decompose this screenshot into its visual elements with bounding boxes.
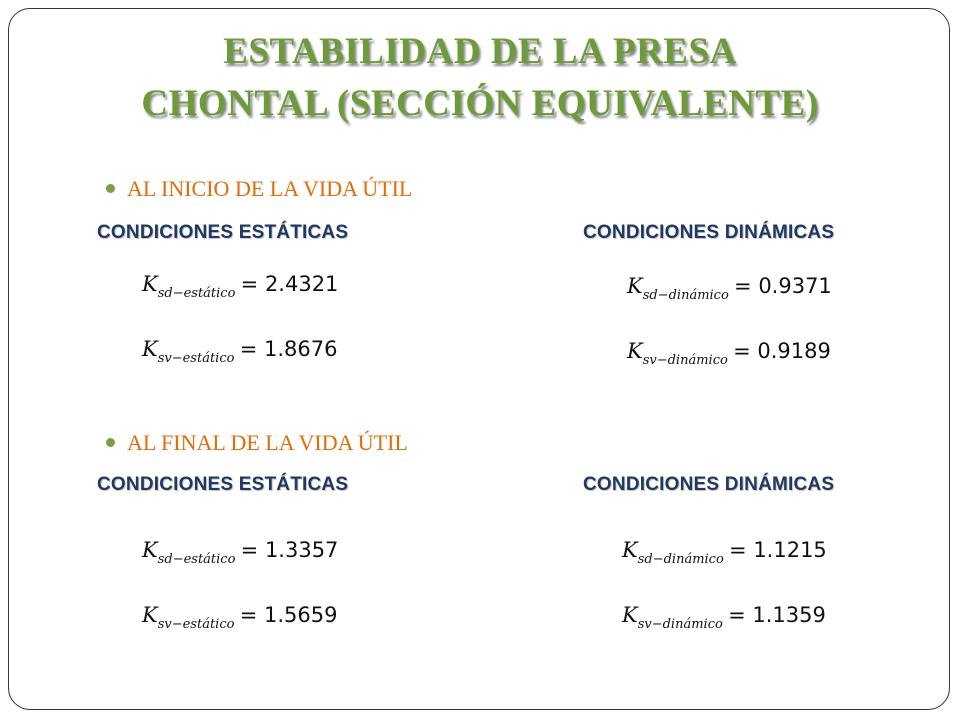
bullet-dot-icon: [106, 438, 115, 447]
equation-ksd-static-final: $K_{sd-estático} = 1.3357$: [142, 538, 339, 567]
equation-ksd-dynamic-final: $K_{sd-dinámico} = 1.1215$: [622, 538, 827, 567]
heading-static-inicio: CONDICIONES ESTÁTICAS: [97, 222, 349, 243]
equation-ksd-static-inicio: $K_{sd-estático} = 2.4321$: [142, 272, 339, 301]
bullet-label: AL FINAL DE LA VIDA ÚTIL: [127, 430, 408, 455]
equation-ksv-dynamic-final: $K_{sv-dinámico} = 1.1359$: [622, 603, 826, 632]
equation-ksv-static-inicio: $K_{sv-estático} = 1.8676$: [142, 337, 338, 366]
equation-ksd-dynamic-inicio: $K_{sd-dinámico} = 0.9371$: [627, 274, 832, 303]
heading-static-final: CONDICIONES ESTÁTICAS: [97, 474, 349, 495]
slide-title-line-2: CHONTAL (SECCIÓN EQUIVALENTE): [141, 83, 819, 124]
heading-dynamic-inicio: CONDICIONES DINÁMICAS: [583, 222, 835, 243]
slide-title-line-1: ESTABILIDAD DE LA PRESA: [223, 31, 737, 72]
equation-ksv-dynamic-inicio: $K_{sv-dinámico} = 0.9189$: [627, 339, 831, 368]
heading-dynamic-final: CONDICIONES DINÁMICAS: [583, 474, 835, 495]
bullet-dot-icon: [106, 184, 115, 193]
bullet-final: [106, 430, 408, 456]
equation-ksv-static-final: $K_{sv-estático} = 1.5659$: [142, 603, 338, 632]
bullet-label: AL INICIO DE LA VIDA ÚTIL: [127, 176, 413, 201]
bullet-inicio: [106, 176, 412, 202]
